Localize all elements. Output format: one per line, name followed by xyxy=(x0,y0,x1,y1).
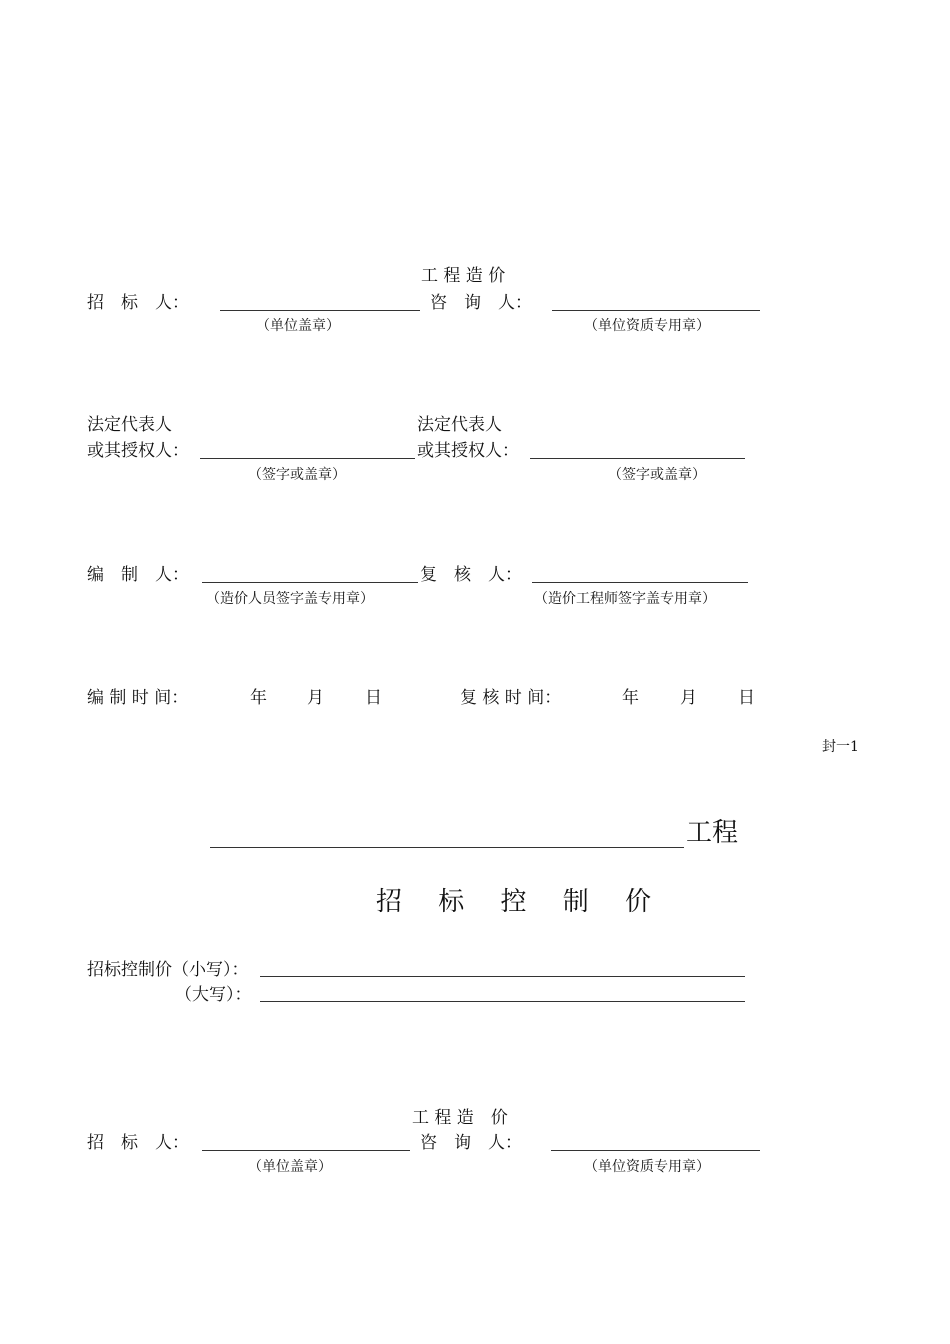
tenderer-signature-line[interactable] xyxy=(220,310,420,311)
tenderer-label-2: 招 标 人： xyxy=(87,1133,189,1153)
compile-month: 月 xyxy=(307,688,324,708)
consultant-label-2: 咨 询 人： xyxy=(420,1133,522,1153)
review-month: 月 xyxy=(680,688,697,708)
page-mark: 封一1 xyxy=(822,739,859,755)
tenderer-label: 招 标 人： xyxy=(87,293,189,313)
project-name-line[interactable] xyxy=(210,847,684,848)
review-time-label: 复 核 时 间： xyxy=(460,688,562,708)
compile-year: 年 xyxy=(250,688,267,708)
legal-rep2-label-line1: 法定代表人 xyxy=(417,415,502,435)
reviewer-seal-note: （造价工程师签字盖专用章） xyxy=(534,591,716,607)
review-day: 日 xyxy=(738,688,755,708)
compile-time-label: 编 制 时 间： xyxy=(87,688,189,708)
price-lower-line[interactable] xyxy=(260,976,745,977)
compiler-label: 编 制 人： xyxy=(87,565,189,585)
consultant-seal-note-2: （单位资质专用章） xyxy=(584,1159,710,1175)
price-upper-line[interactable] xyxy=(260,1001,745,1002)
legal-rep2-label-line2: 或其授权人： xyxy=(417,441,519,461)
consultant-signature-line-2[interactable] xyxy=(551,1150,760,1151)
price-upper-label: （大写）： xyxy=(175,985,252,1005)
reviewer-label: 复 核 人： xyxy=(420,565,522,585)
sign-or-seal-note-2: （签字或盖章） xyxy=(608,467,706,483)
sign-or-seal-note-1: （签字或盖章） xyxy=(248,467,346,483)
document-title: 招 标 控 制 价 xyxy=(376,887,666,917)
legal-rep-label-line2: 或其授权人： xyxy=(87,441,189,461)
consultant-seal-note: （单位资质专用章） xyxy=(584,318,710,334)
compiler-seal-note: （造价人员签字盖专用章） xyxy=(206,591,374,607)
consultant-label-top-2: 工 程 造 价 xyxy=(412,1108,508,1128)
tenderer-seal-note: （单位盖章） xyxy=(256,318,340,334)
tenderer-signature-line-2[interactable] xyxy=(202,1150,410,1151)
compiler-signature-line[interactable] xyxy=(202,582,418,583)
price-lower-label: 招标控制价（小写）： xyxy=(87,960,249,980)
reviewer-signature-line[interactable] xyxy=(532,582,748,583)
review-year: 年 xyxy=(622,688,639,708)
consultant-label-top: 工 程 造 价 xyxy=(421,266,506,286)
legal-rep-label-line1: 法定代表人 xyxy=(87,415,172,435)
tenderer-seal-note-2: （单位盖章） xyxy=(248,1159,332,1175)
compile-day: 日 xyxy=(365,688,382,708)
legal-rep2-signature-line[interactable] xyxy=(530,458,745,459)
legal-rep-signature-line[interactable] xyxy=(200,458,415,459)
project-suffix: 工程 xyxy=(686,818,739,848)
consultant-signature-line[interactable] xyxy=(552,310,760,311)
consultant-label: 咨 询 人： xyxy=(430,293,532,313)
